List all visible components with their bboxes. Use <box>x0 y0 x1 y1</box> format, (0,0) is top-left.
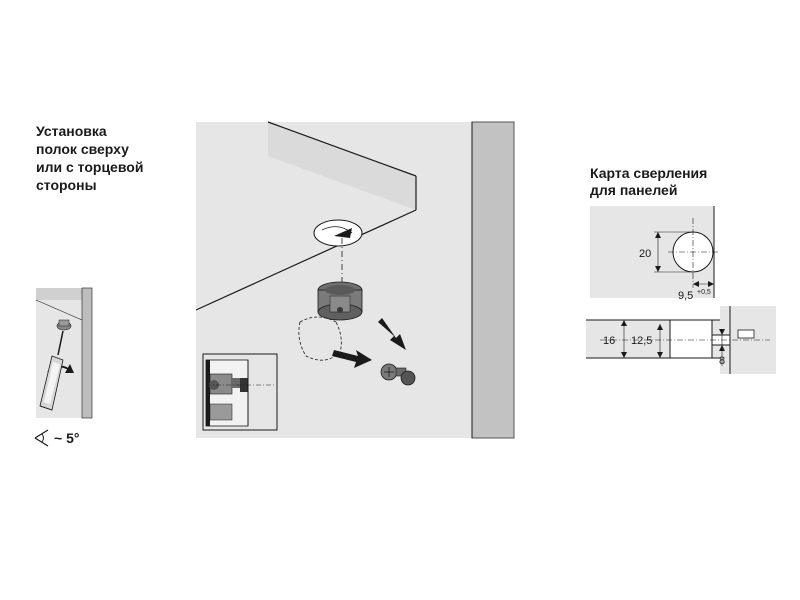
title-line-3: или с торцевой <box>36 159 144 175</box>
tolerance-label: +0,5 <box>697 289 711 296</box>
cam-fitting <box>318 282 362 320</box>
title-line-1: Установка <box>36 123 107 139</box>
drilling-top-view <box>590 206 718 298</box>
screwdriver-illustration <box>36 288 92 418</box>
main-installation-diagram <box>196 122 514 438</box>
angle-icon <box>35 430 48 446</box>
pin-diameter-label: 8 <box>719 355 726 367</box>
title-line-2: полок сверху <box>36 141 129 157</box>
inset-detail <box>203 354 277 430</box>
center-height-label: 12,5 <box>631 335 653 347</box>
diameter-label: 20 <box>639 248 652 260</box>
bore-hole <box>314 220 362 246</box>
panel-thickness-label: 16 <box>603 335 616 347</box>
drilling-title-line-1: Карта сверления <box>590 165 708 181</box>
drilling-title-line-2: для панелей <box>590 182 678 198</box>
angle-label: ~ 5° <box>54 430 80 446</box>
edge-offset-label: 9,5 <box>678 290 694 302</box>
title-line-4: стороны <box>36 177 97 193</box>
